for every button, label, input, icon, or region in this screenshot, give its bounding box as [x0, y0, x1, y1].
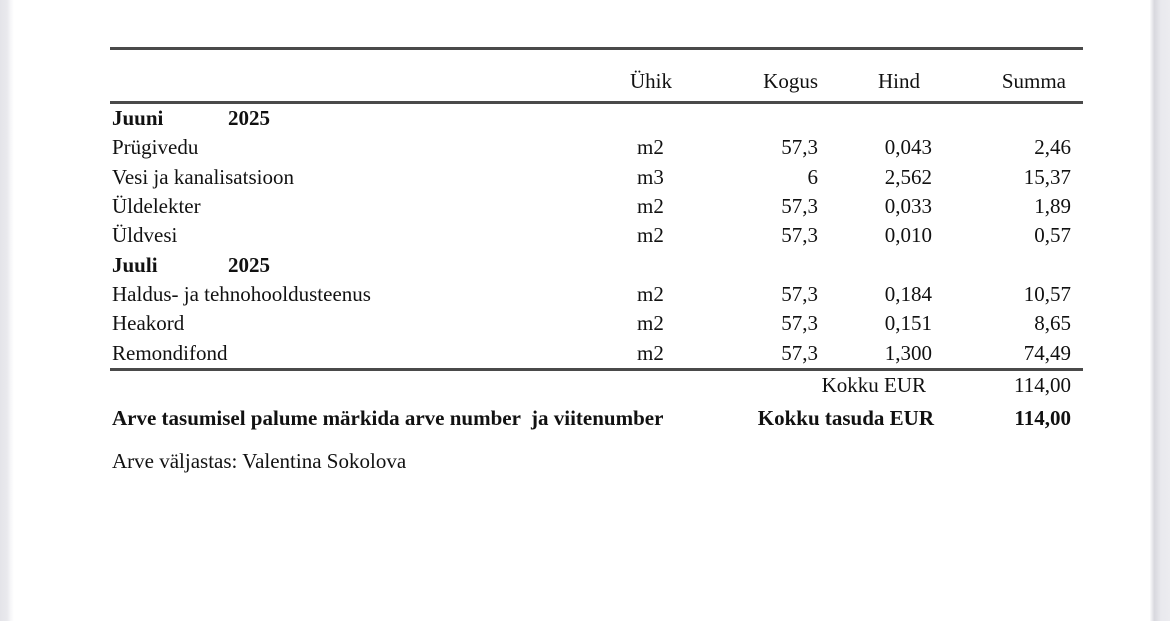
- qty-cell: 57,3: [781, 135, 818, 160]
- section-month: Juuli: [112, 252, 158, 277]
- qty-cell: 57,3: [781, 223, 818, 248]
- item-row: [110, 339, 1073, 368]
- section-row-juuni: [110, 104, 1073, 133]
- section-label: [110, 104, 637, 133]
- price-cell: 0,043: [884, 135, 932, 160]
- due-row: [110, 402, 1073, 434]
- sum-cell: 8,65: [1034, 311, 1071, 336]
- unit-cell: m2: [637, 223, 664, 248]
- price-cell: 0,010: [884, 223, 932, 248]
- service-name: Heakord: [112, 311, 185, 336]
- unit-cell: m2: [637, 282, 664, 307]
- section-year: 2025: [228, 252, 270, 277]
- section-label: [110, 251, 637, 280]
- table-top-rule: [110, 47, 1083, 50]
- unit-cell: m2: [637, 135, 664, 160]
- price-cell: 0,151: [884, 311, 932, 336]
- unit-cell: m2: [637, 340, 664, 365]
- item-row: [110, 192, 1073, 221]
- section-year: 2025: [228, 106, 270, 130]
- sum-cell: 15,37: [1023, 164, 1071, 189]
- unit-cell: m2: [637, 194, 664, 219]
- qty-cell: 57,3: [781, 282, 818, 307]
- qty-cell: 57,3: [781, 311, 818, 336]
- item-row: [110, 280, 1073, 309]
- sum-cell: 1,89: [1034, 194, 1071, 219]
- item-row: [110, 133, 1073, 162]
- service-name: Üldvesi: [112, 223, 178, 248]
- total-label: Kokku EUR: [821, 373, 926, 397]
- column-header-unit: Ühik: [630, 69, 672, 93]
- price-cell: 1,300: [884, 340, 932, 365]
- sum-cell: 2,46: [1034, 135, 1071, 160]
- column-header-qty: Kogus: [763, 69, 818, 93]
- page-left-edge: [0, 0, 14, 621]
- issuer-line: Arve väljastas: Valentina Sokolova: [112, 449, 407, 473]
- table-header-row: [110, 64, 1073, 98]
- sum-cell: 74,49: [1023, 340, 1071, 365]
- service-name: Üldelekter: [112, 194, 201, 219]
- qty-cell: 57,3: [781, 340, 818, 365]
- service-name: Remondifond: [112, 340, 228, 365]
- total-row: [110, 371, 1073, 399]
- column-header-sum: Summa: [1001, 69, 1066, 93]
- item-row: [110, 221, 1073, 250]
- section-row-juuli: [110, 251, 1073, 280]
- sum-cell: 0,57: [1034, 223, 1071, 248]
- table-body: [110, 104, 1073, 368]
- service-name: Haldus- ja tehnohooldusteenus: [112, 282, 371, 307]
- total-value: 114,00: [1014, 373, 1071, 397]
- unit-cell: m2: [637, 311, 664, 336]
- page-right-edge: [1150, 0, 1170, 621]
- price-cell: 0,184: [884, 282, 932, 307]
- service-name: Prügivedu: [112, 135, 199, 160]
- unit-cell: m3: [637, 164, 664, 189]
- sum-cell: 10,57: [1023, 282, 1071, 307]
- due-label: Kokku tasuda EUR: [757, 406, 934, 430]
- service-name: Vesi ja kanalisatsioon: [112, 164, 294, 189]
- column-header-price: Hind: [878, 69, 920, 93]
- price-cell: 2,562: [884, 164, 932, 189]
- price-cell: 0,033: [884, 194, 932, 219]
- due-value: 114,00: [1014, 406, 1071, 430]
- item-row: [110, 309, 1073, 338]
- qty-cell: 6: [807, 164, 818, 189]
- qty-cell: 57,3: [781, 194, 818, 219]
- item-row: [110, 163, 1073, 192]
- payment-note: Arve tasumisel palume märkida arve number ja viitenumber: [112, 406, 664, 430]
- section-month: Juuni: [112, 106, 164, 130]
